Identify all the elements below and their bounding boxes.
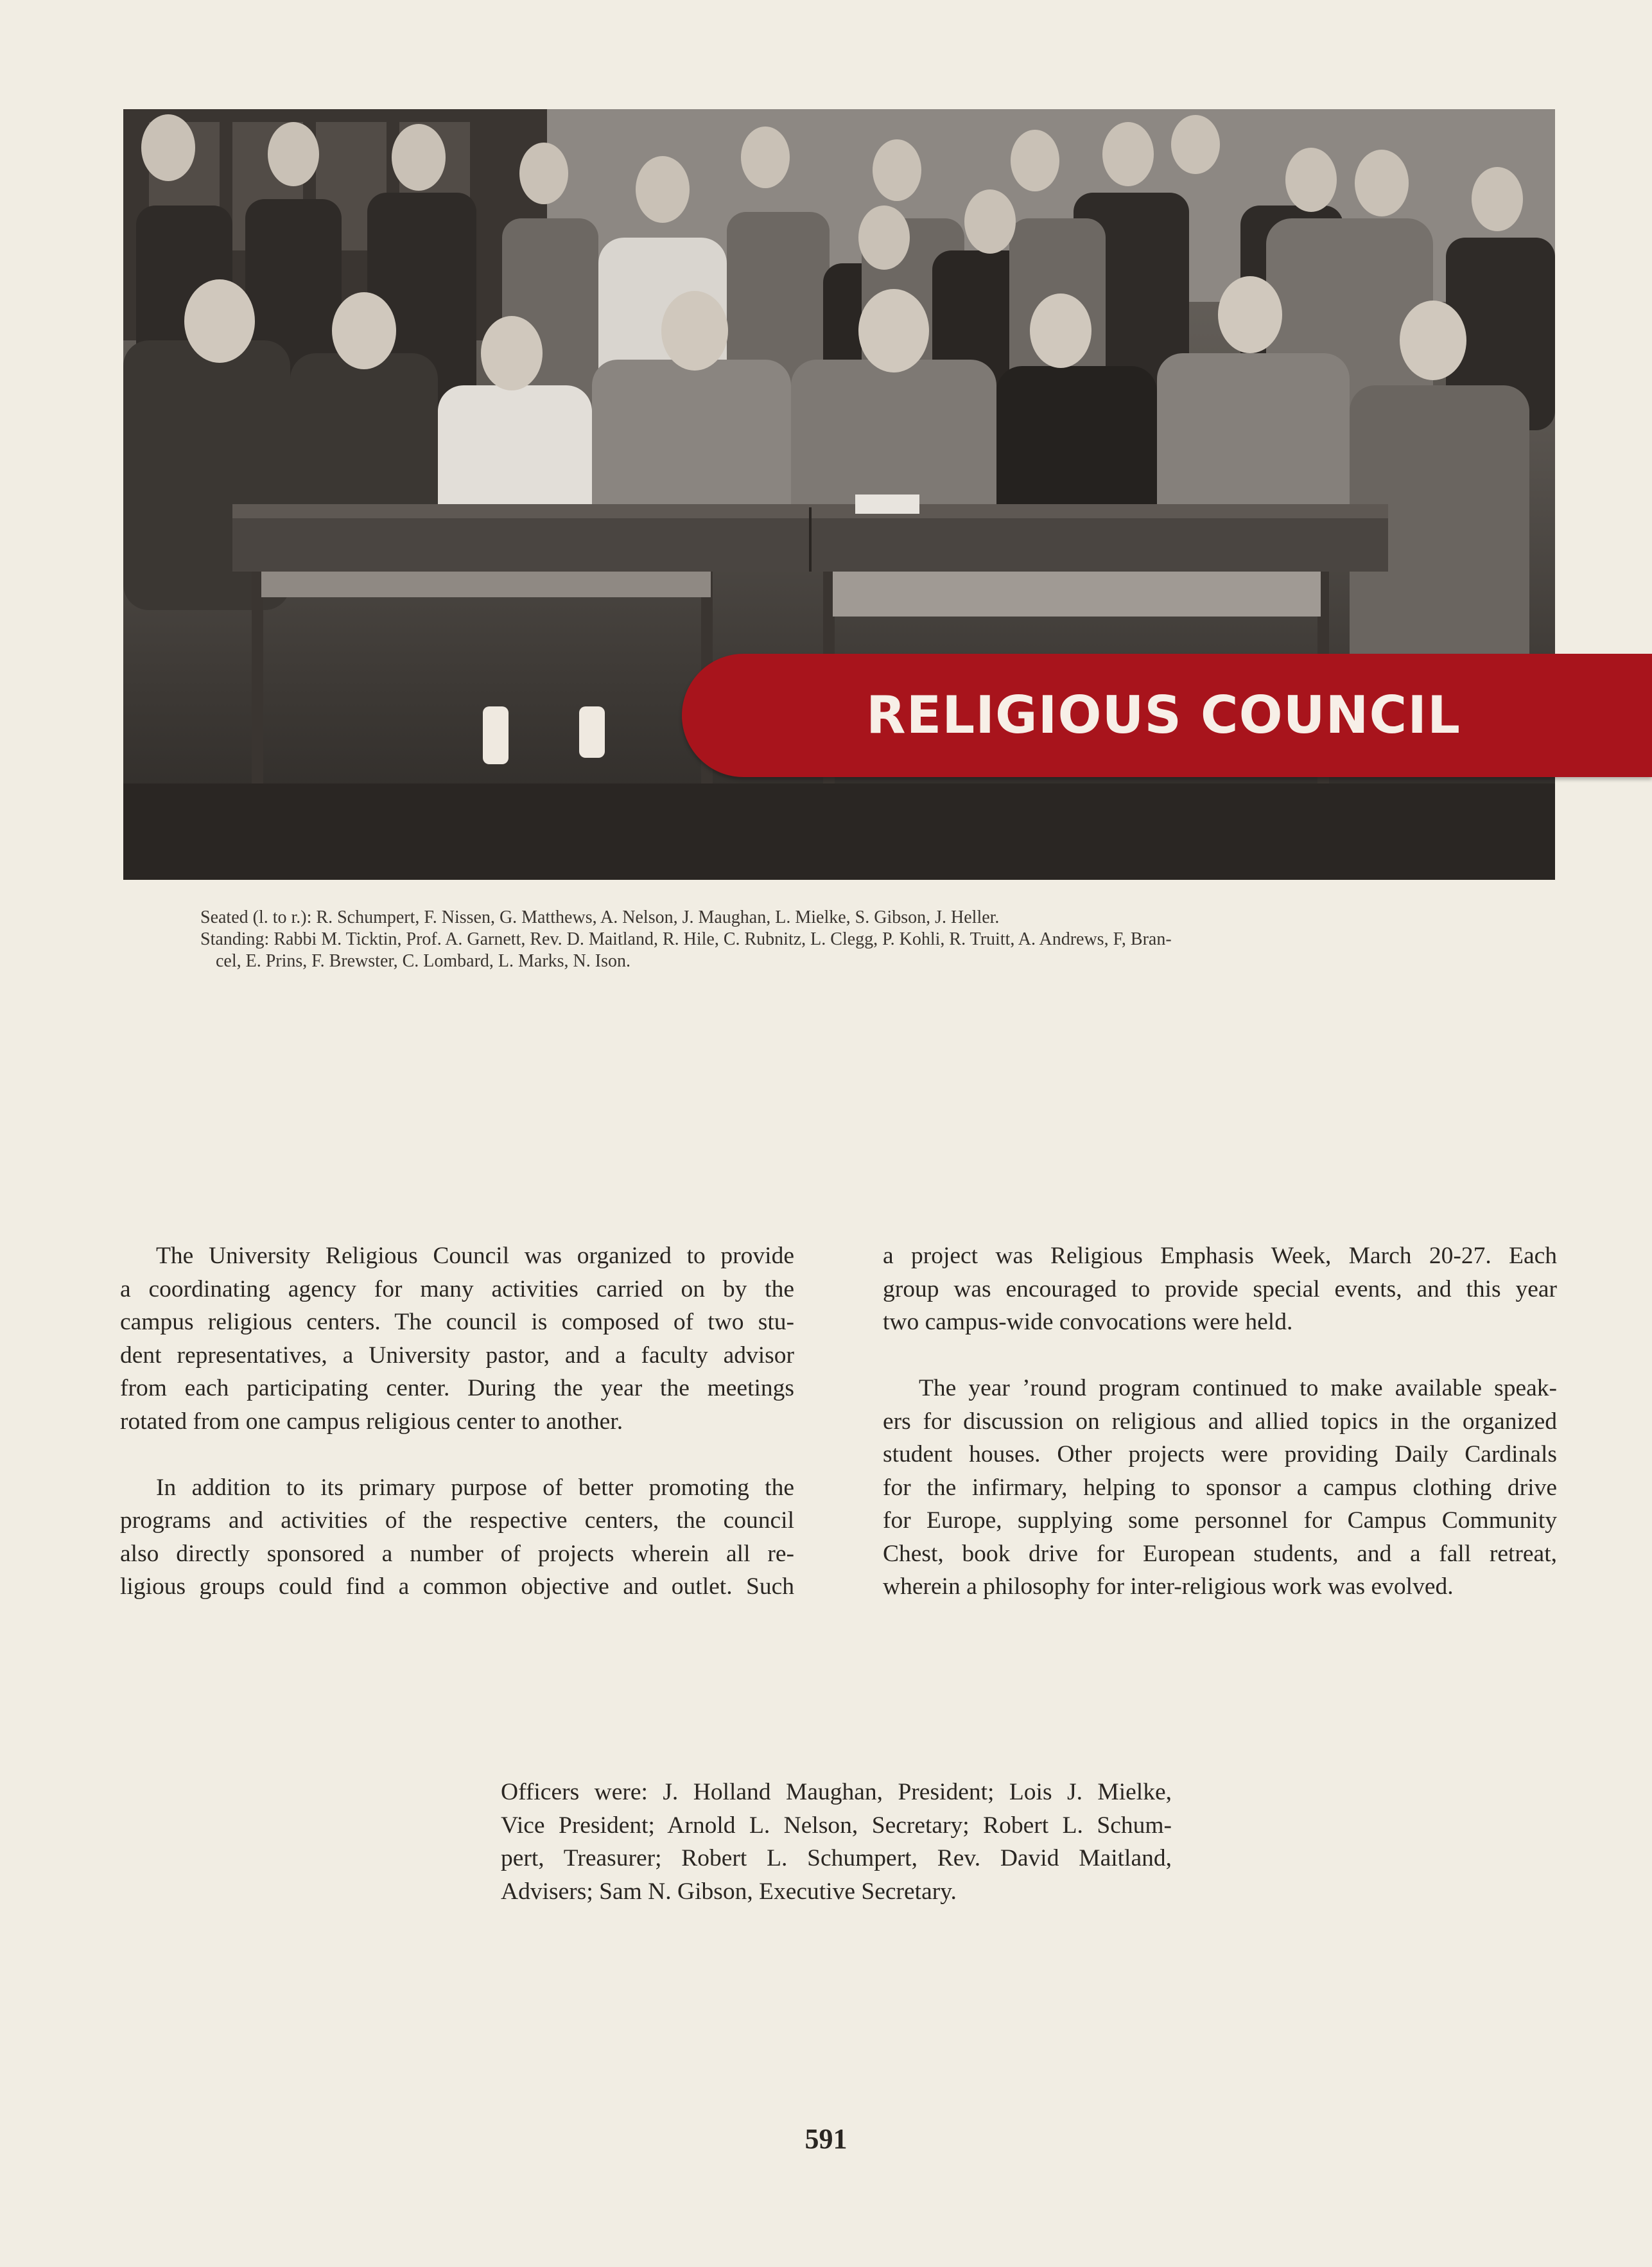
text-line: Advisers; Sam N. Gibson, Executive Secretary. [501,1878,957,1905]
photo-caption [200,907,1484,972]
text-line: ligious groups could find a common objective and outlet. Such [120,1573,794,1600]
paragraph-end [120,1405,794,1439]
paragraph-end [883,1570,1557,1604]
text-line: a coordinating agency for many activities carried on by the [120,1275,794,1302]
text-line: The University Religious Council was organized to provide [156,1243,794,1269]
text-line: student houses. Other projects were providing Daily Cardinals [883,1441,1557,1467]
text-line: Chest, book drive for European students, and a fall retreat, [883,1540,1557,1567]
caption-standing-line-1: Standing: Rabbi M. Ticktin, Prof. A. Garnett, Rev. D. Maitland, R. Hile, C. Rubnitz, L. Clegg, P. Kohli, R. Truitt, A. Andrews, F, Bran- [200,929,1172,949]
paragraph-continued [883,1239,1557,1306]
body-column-left [120,1239,794,1604]
text-line: Officers were: J. Holland Maughan, President; Lois J. Mielke, [501,1779,1172,1805]
caption-seated: Seated (l. to r.): R. Schumpert, F. Nissen, G. Matthews, A. Nelson, J. Maughan, L. Mielke, S. Gibson, J. Heller. [200,907,1000,927]
text-line: pert, Treasurer; Robert L. Schumpert, Rev. David Maitland, [501,1845,1172,1871]
text-line: from each participating center. During the year the meetings [120,1375,794,1401]
text-line: also directly sponsored a number of projects wherein all re- [120,1540,794,1567]
text-line: for Europe, supplying some personnel for Campus Community [883,1507,1557,1534]
text-line: The year ’round program continued to make available speak- [919,1375,1557,1401]
paragraph [883,1372,1557,1405]
page-number: 591 [804,2123,848,2155]
text-line: In addition to its primary purpose of better promoting the [156,1474,794,1501]
text-line: dent representatives, a University pastor, and a faculty advisor [120,1342,794,1369]
text-line: programs and activities of the respective centers, the council [120,1507,794,1534]
officers-block [501,1776,1172,1908]
text-line: rotated from one campus religious center to another. [120,1408,623,1435]
text-line: Vice President; Arnold L. Nelson, Secretary; Robert L. Schum- [501,1812,1172,1839]
paragraph [120,1239,794,1273]
caption-standing-line-2: cel, E. Prins, F. Brewster, C. Lombard, L. Marks, N. Ison. [216,951,630,971]
paragraph-continued [120,1504,794,1604]
paragraph-continued [120,1273,794,1405]
paragraph-continued [883,1405,1557,1571]
text-line: for the infirmary, helping to sponsor a campus clothing drive [883,1474,1557,1501]
text-line: campus religious centers. The council is composed of two stu- [120,1309,794,1335]
paragraph [120,1471,794,1505]
text-line: wherein a philosophy for inter-religious work was evolved. [883,1573,1454,1600]
text-line: two campus-wide convocations were held. [883,1309,1293,1335]
page-title: RELIGIOUS COUNCIL [866,685,1461,745]
text-line: ers for discussion on religious and allied topics in the organized [883,1408,1557,1435]
paragraph-end [883,1306,1557,1339]
text-line: group was encouraged to provide special events, and this year [883,1275,1557,1302]
text-line: a project was Religious Emphasis Week, March 20-27. Each [883,1243,1557,1269]
body-column-right [883,1239,1557,1604]
